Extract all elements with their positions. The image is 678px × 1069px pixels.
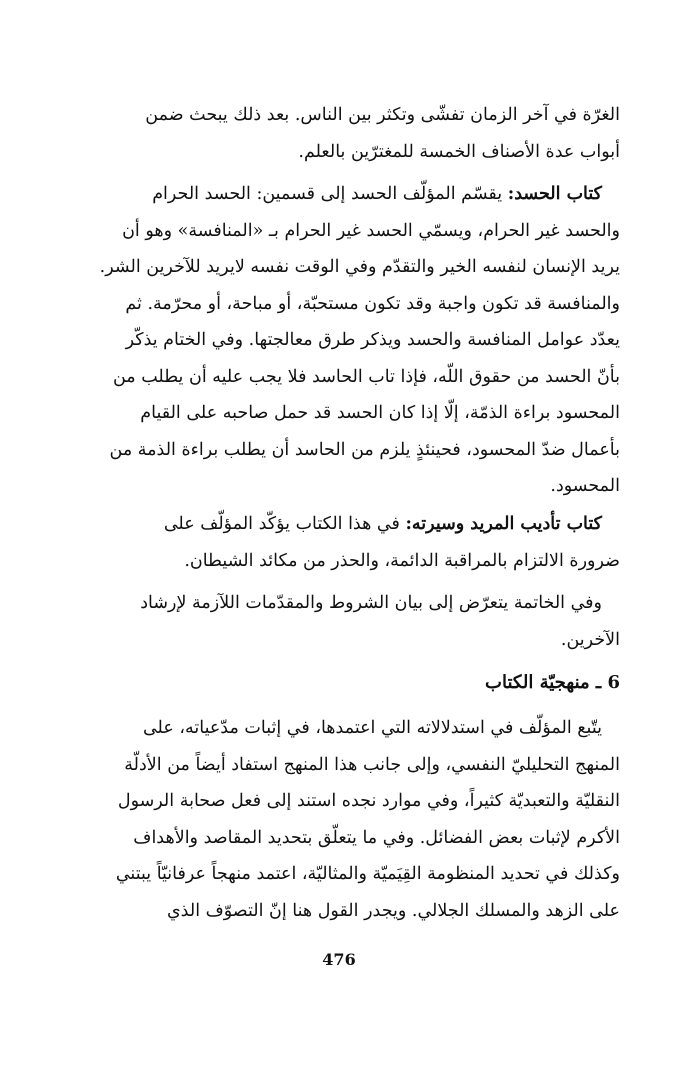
text-line: أبواب عدة الأصناف الخمسة للمغترّين بالعلم.	[298, 141, 620, 162]
text-line: يعدّد عوامل المنافسة والحسد ويذكر طرق معالجتها. وفي الختام يذكّر	[125, 330, 620, 350]
text-line: يريد الإنسان لنفسه الخير والتقدّم وفي الوقت نفسه لايريد للآخرين الشر.	[99, 257, 620, 277]
text-line-content: يقسّم المؤلّف الحسد إلى قسمين: الحسد الحرام	[152, 184, 503, 204]
text-line: وفي الخاتمة يتعرّض إلى بيان الشروط والمقدّمات اللآزمة لإرشاد	[140, 593, 602, 613]
paragraph-conclusion	[86, 585, 620, 658]
text-line: الغرّة في آخر الزمان تفشّى وتكثر بين الناس. بعد ذلك يبحث ضمن	[145, 105, 620, 125]
section-heading-block	[86, 665, 620, 701]
book-title-envy: كتاب الحسد:	[507, 184, 602, 204]
paragraph-book-of-envy	[86, 176, 620, 505]
text-line: والمنافسة قد تكون واجبة وقد تكون مستحبّة، أو مباحة، أو محرّمة. ثم	[125, 293, 620, 314]
text-line: والحسد غير الحرام، ويسمّي الحسد غير الحرام بـ «المنافسة» وهو أن	[122, 220, 620, 241]
page-number: 476	[322, 950, 356, 969]
text-line: بأعمال ضدّ المحسود، فحينئذٍ يلزم من الحاسد أن يطلب براءة الذمة من	[109, 439, 620, 460]
text-line: الآخرين.	[560, 629, 620, 650]
paragraph-methodology	[86, 710, 620, 929]
section-heading: 6 ـ منهجيّة الكتاب	[485, 672, 620, 693]
text-line: بأنّ الحسد من حقوق اللّه، فإذا تاب الحاسد فلا يجب عليه أن يطلب من	[112, 366, 620, 387]
text-line: وكذلك في تحديد المنظومة القِيَميّة والمثاليّة، اعتمد منهجاً عرفانيّاً يبتني	[115, 864, 620, 884]
text-line	[86, 506, 620, 543]
paragraph-continuation	[86, 97, 620, 170]
text-line: المنهج التحليليّ النفسي، وإلى جانب هذا المنهج استفاد أيضاً من الأدلّة	[124, 754, 620, 775]
text-line: على الزهد والمسلك الجلالي. ويجدر القول هنا إنّ التصوّف الذي	[166, 900, 620, 921]
text-line	[86, 176, 620, 213]
book-title-disciple: كتاب تأديب المريد وسيرته:	[405, 514, 602, 534]
text-line: المحسود.	[550, 476, 620, 496]
text-line: يتّبع المؤلّف في استدلالاته التي اعتمدها، في إثبات مدّعياته، على	[142, 718, 602, 738]
paragraph-book-of-disciple	[86, 506, 620, 579]
text-line: الأكرم لإثبات بعض الفضائل. وفي ما يتعلّق بتحديد المقاصد والأهداف	[133, 827, 620, 848]
text-line: النقليّة والتعبديّة كثيراً، وفي موارد نجده استند إلى فعل صحابة الرسول	[117, 791, 620, 811]
text-line: المحسود براءة الذمّة، إلّا إذا كان الحسد قد حمل صاحبه على القيام	[140, 403, 620, 423]
text-line: ضرورة الالتزام بالمراقبة الدائمة، والحذر من مكائد الشيطان.	[184, 550, 620, 571]
text-line-content: في هذا الكتاب يؤكّد المؤلّف على	[163, 514, 400, 534]
